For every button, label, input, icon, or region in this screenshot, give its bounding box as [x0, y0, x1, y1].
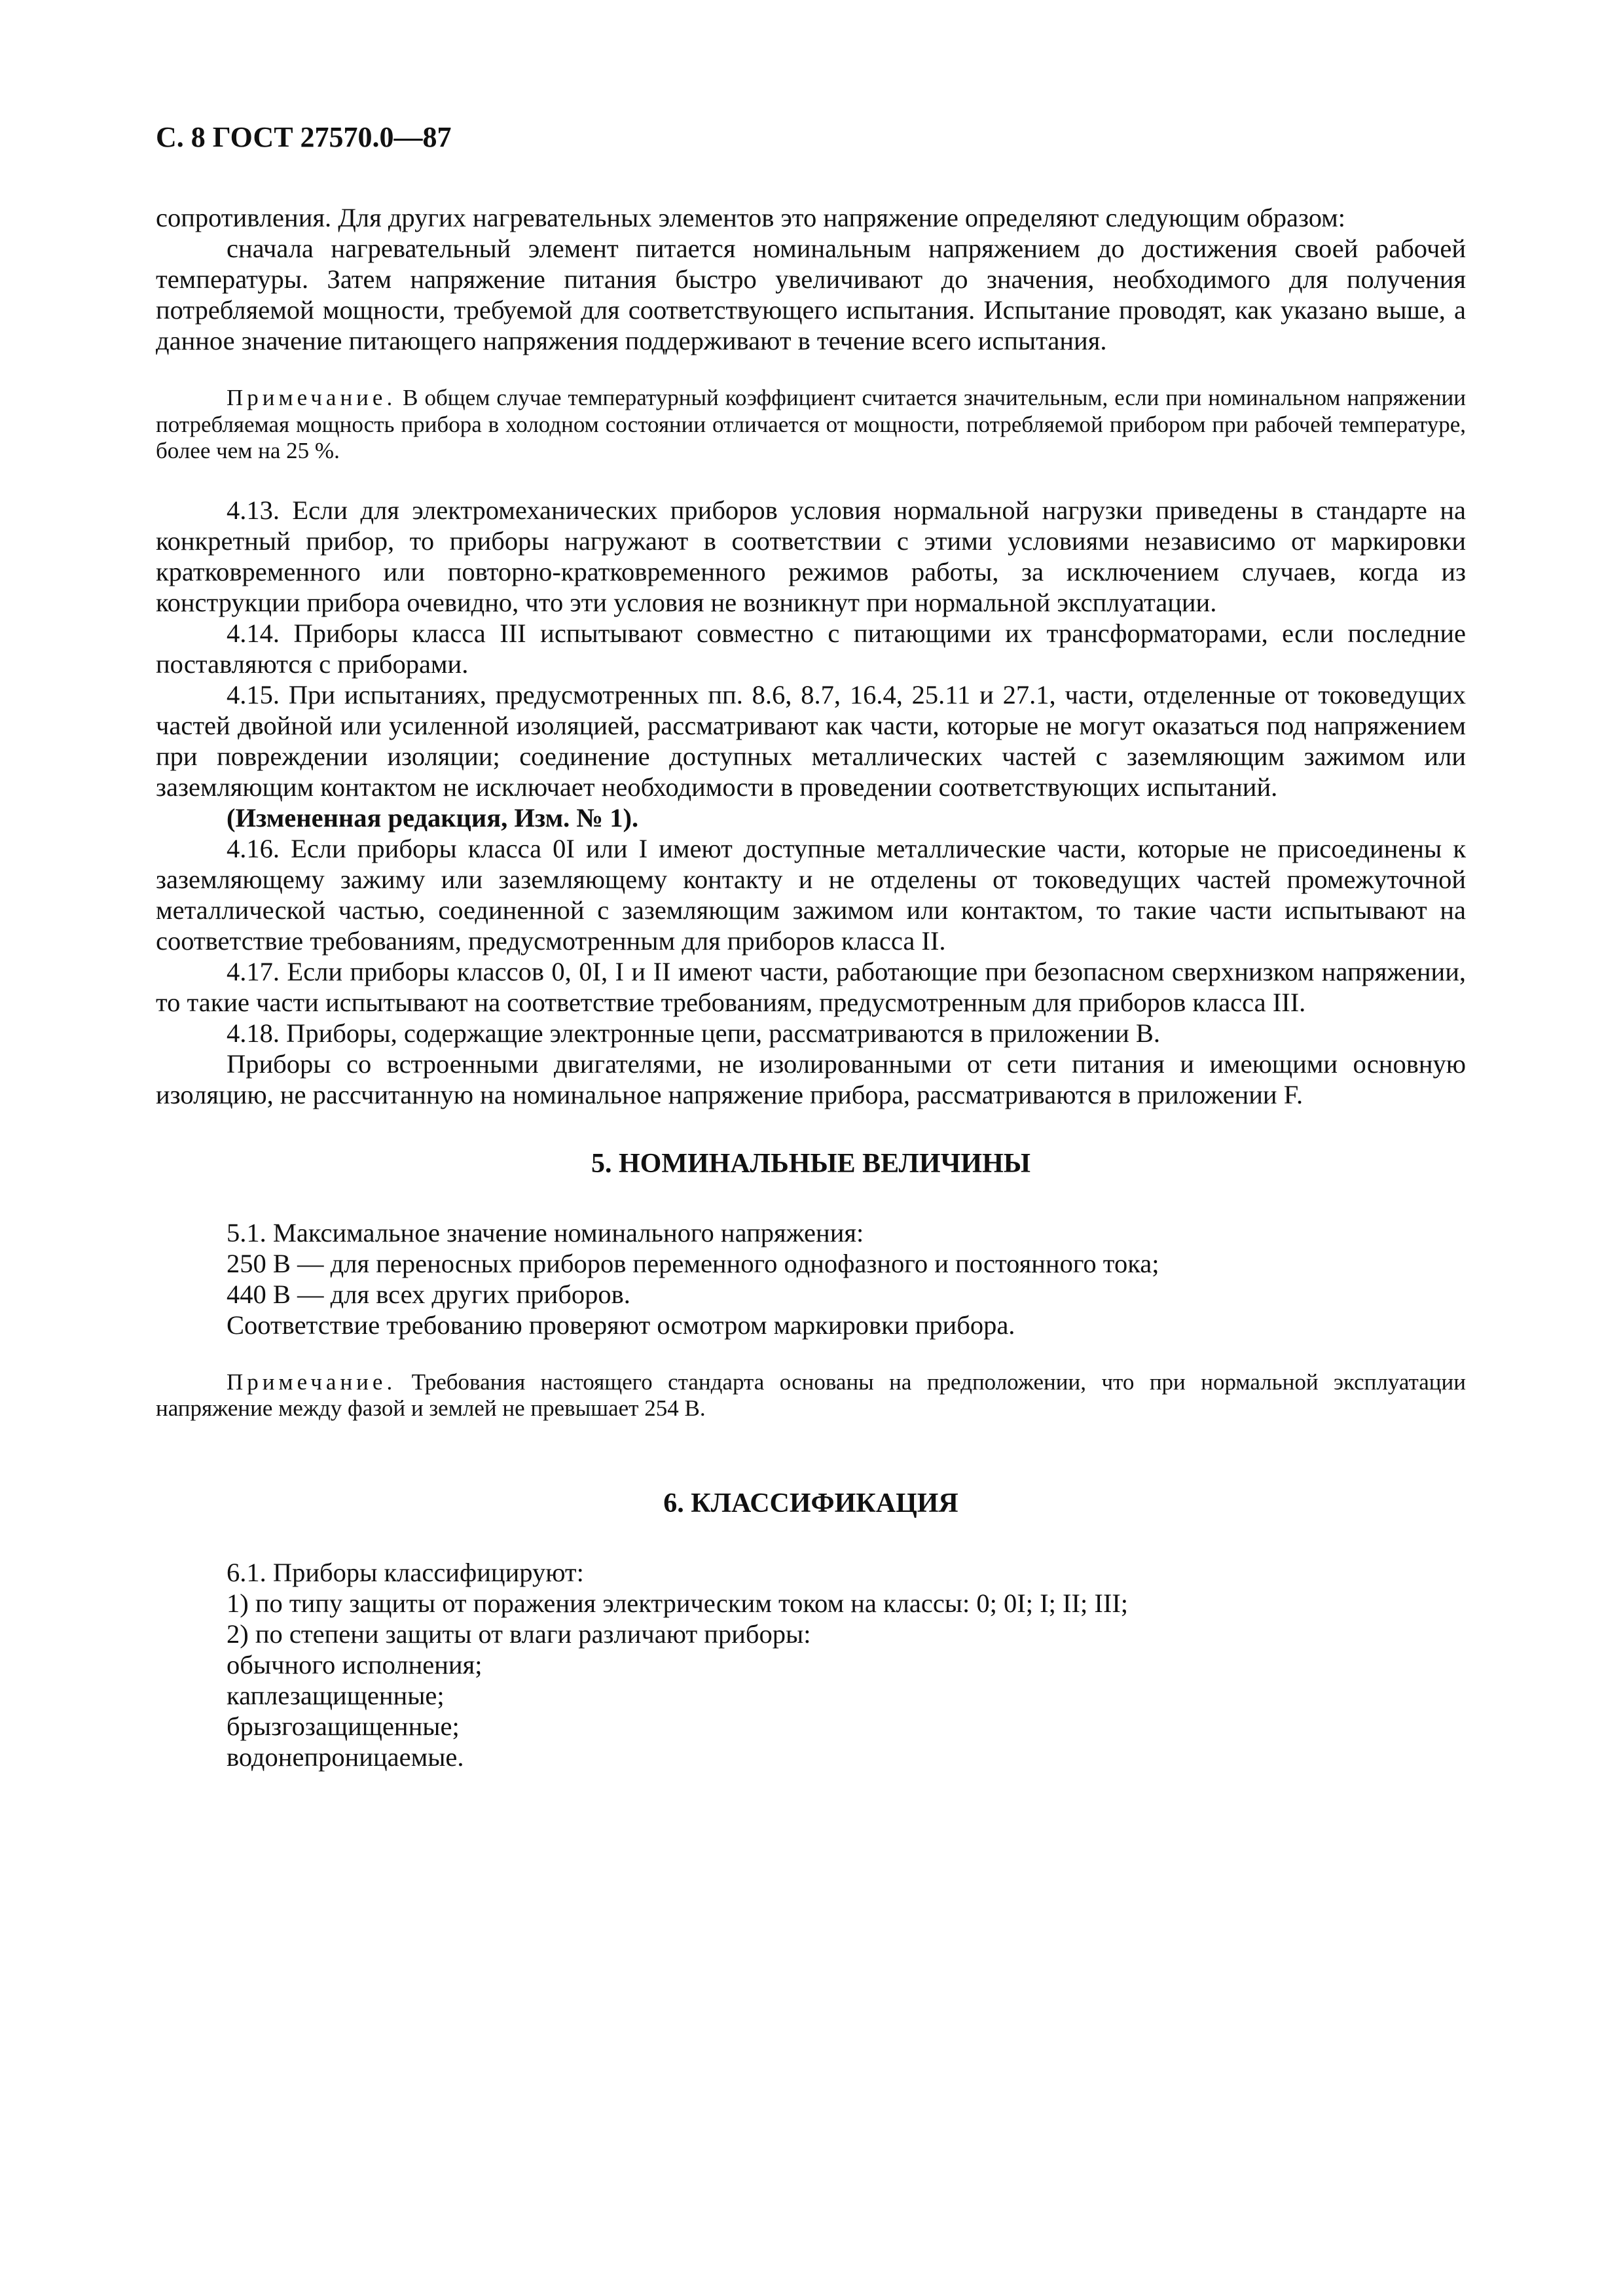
section-6-body	[156, 1557, 1466, 1772]
clause-6-1: 6.1. Приборы классифицируют:	[227, 1557, 584, 1587]
list-item: 250 В — для переносных приборов переменного однофазного и постоянного тока;	[227, 1248, 1159, 1278]
note-paragraph	[156, 385, 1466, 465]
clause-5-1: 5.1. Максимальное значение номинального напряжения:	[227, 1217, 864, 1247]
note-text: В общем случае температурный коэффициент считается значительным, если при номинальном напряжении потребляемая мощность прибора в холодном состоянии отличается от мощности, потребляемой прибором при рабочей температуре, более чем на 25 %.	[156, 385, 1466, 463]
paragraph: Приборы со встроенными двигателями, не изолированными от сети питания и имеющими основную изоляцию, не рассчитанную на номинальное напряжение прибора, рассматриваются в приложении F.	[156, 1049, 1466, 1109]
clause-4-15: 4.15. При испытаниях, предусмотренных пп. 8.6, 8.7, 16.4, 25.11 и 27.1, части, отделенные от токоведущих частей двойной или усиленной изоляцией, рассматривают как части, которые не могут оказаться под напряжением при повреждении изоляции; соединение доступных металлических частей с заземляющим зажимом или заземляющим контактом не исключает необходимости в проведении соответствующих испытаний.	[156, 679, 1466, 802]
list-item: брызгозащищенные;	[227, 1711, 460, 1741]
section-5-body	[156, 1217, 1466, 1340]
note-text: Требования настоящего стандарта основаны на предположении, что при нормальной эксплуатации напряжение между фазой и землей не превышает 254 В.	[156, 1369, 1466, 1421]
clause-4-14: 4.14. Приборы класса III испытывают совместно с питающими их трансформаторами, если последние поставляются с приборами.	[156, 618, 1466, 679]
clause-4-16: 4.16. Если приборы класса 0I или I имеют доступные металлические части, которые не присоединены к заземляющему зажиму или заземляющему контакту и не отделены от токоведущих частей промежуточной металлической частью, соединенной с заземляющим зажимом или контактом, то такие части испытывают на соответствие требованиям, предусмотренным для приборов класса II.	[156, 833, 1466, 956]
note-label: Примечание.	[227, 385, 397, 410]
section-6-heading: 6. КЛАССИФИКАЦИЯ	[663, 1488, 958, 1518]
note-label: Примечание.	[227, 1369, 397, 1395]
list-item: каплезащищенные;	[227, 1680, 445, 1710]
note-paragraph	[156, 1369, 1466, 1422]
page-header: С. 8 ГОСТ 27570.0—87	[156, 121, 452, 153]
list-item: водонепроницаемые.	[227, 1742, 464, 1772]
list-item: обычного исполнения;	[227, 1649, 483, 1679]
list-item: 440 В — для всех других приборов.	[227, 1279, 630, 1309]
clause-4-13: 4.13. Если для электромеханических приборов условия нормальной нагрузки приведены в стандарте на конкретный прибор, то приборы нагружают в соответствии с этими условиями независимо от маркировки кратковременного или повторно-кратковременного режимов работы, за исключением случаев, когда из конструкции прибора очевидно, что эти условия не возникнут при нормальной эксплуатации.	[156, 495, 1466, 617]
amendment-note: (Измененная редакция, Изм. № 1).	[227, 802, 639, 833]
clause-4-17: 4.17. Если приборы классов 0, 0I, I и II имеют части, работающие при безопасном сверхнизком напряжении, то такие части испытывают на соответствие требованиям, предусмотренным для приборов класса III.	[156, 956, 1466, 1017]
section-5-heading: 5. НОМИНАЛЬНЫЕ ВЕЛИЧИНЫ	[591, 1148, 1030, 1179]
list-item: 1) по типу защиты от поражения электрическим током на классы: 0; 0I; I; II; III;	[227, 1588, 1129, 1618]
list-item: 2) по степени защиты от влаги различают приборы:	[227, 1619, 811, 1649]
paragraph: сопротивления. Для других нагревательных элементов это напряжение определяют следующим образом:	[156, 203, 1346, 232]
paragraph: Соответствие требованию проверяют осмотром маркировки прибора.	[227, 1310, 1015, 1340]
clause-4-18: 4.18. Приборы, содержащие электронные цепи, рассматриваются в приложении В.	[227, 1018, 1161, 1048]
paragraph: сначала нагревательный элемент питается номинальным напряжением до достижения своей рабочей температуры. Затем напряжение питания быстро увеличивают до значения, необходимого для получения потребляемой мощности, требуемой для соответствующего испытания. Испытание проводят, как указано выше, а данное значение питающего напряжения поддерживают в течение всего испытания.	[156, 234, 1466, 355]
